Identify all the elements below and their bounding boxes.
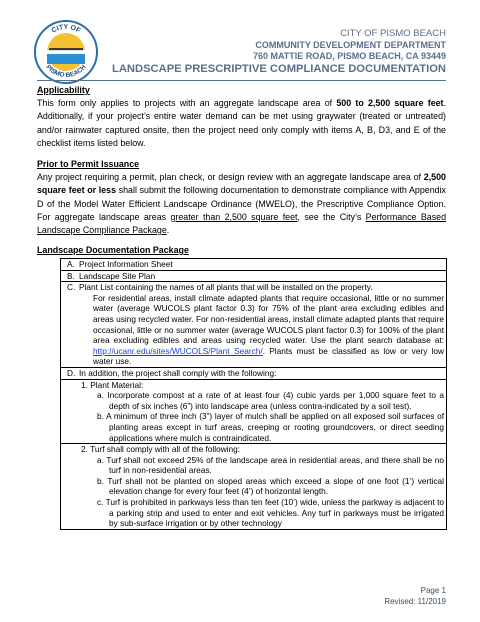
item-label: D. — [67, 367, 76, 378]
text-run: . — [166, 225, 170, 236]
underlined-text: greater than 2,500 square feet — [170, 211, 298, 222]
item-text: For residential areas, install climate adapted plants that require occasional, little or no summer water (average WUCOLS plant factor 0.3) for 75% of the plant area excluding edibles and areas using recycled water. For non-residential areas, install climate adapted plants that require occasional, little or no summer water (average WUCOLS plant factor 0.3) for 100% of the plant area excluding edibles and areas using recycled water. Use the plant search database at: — [93, 292, 444, 346]
item-label: A. — [67, 259, 75, 269]
item-label: B. — [67, 270, 75, 281]
item-text: b. Turf shall not be planted on sloped areas which exceed a slope of one foot (1’) vertical elevation change for every four feet (4’) of horizontal length. — [97, 475, 444, 497]
item-text: Landscape Site Plan — [79, 270, 156, 281]
item-text: Plant List containing the names of all plants that will be installed on the property. — [79, 282, 373, 293]
text-run: . Additionally, if your project’s entire water demand can be met using graywater (treated or untreated) and/or rainwater captured onsite, then the project need only comply with items A, B, D3, and E of the checklist items listed below. — [37, 98, 446, 148]
header-divider — [37, 80, 446, 81]
table-row — [61, 379, 447, 444]
text-run: shall submit the following documentation to demonstrate compliance with Appendix D of the Model Water Efficient Landscape Ordinance (MWELO), the Prescriptive Compliance Option. For aggregate landscape areas — [37, 185, 446, 222]
checklist-table — [60, 258, 447, 530]
applicability-heading: Applicability — [37, 85, 90, 95]
page-number: Page 1 — [420, 586, 446, 595]
prior-text — [37, 171, 446, 237]
document-title: LANDSCAPE PRESCRIPTIVE COMPLIANCE DOCUMENTATION — [112, 62, 446, 75]
table-row — [61, 259, 447, 271]
table-row — [61, 367, 447, 379]
item-text: In addition, the project shall comply with the following: — [79, 367, 277, 378]
bold-area: 500 to 2,500 square feet — [336, 98, 444, 109]
document-header — [112, 28, 446, 76]
table-row — [61, 270, 447, 282]
item-text: 2. Turf shall comply with all of the following: — [81, 444, 241, 455]
applicability-text — [37, 97, 446, 150]
city-seal-logo — [33, 19, 99, 85]
text-run: , see the City’s — [297, 211, 366, 222]
package-section — [37, 244, 446, 257]
bold-area: 2,500 square feet or less — [37, 172, 446, 196]
prior-heading: Prior to Permit Issuance — [37, 159, 140, 169]
table-row — [61, 282, 447, 368]
item-text: . Plants must be classified as low or very low water use. — [93, 345, 444, 367]
item-text: c. Turf is prohibited in parkways less than ten feet (10’) wide, unless the parkway is adjacent to a parking strip and used to enter and exit vehicles. Any turf in parkways must be irrigated by sub-surface irrigation or by other technology — [97, 497, 444, 529]
item-text: Project Information Sheet — [79, 259, 173, 269]
page-footer — [384, 585, 446, 607]
package-heading: Landscape Documentation Package — [37, 245, 189, 255]
applicability-section — [37, 84, 446, 150]
text-run: Any project requiring a permit, plan check, or design review with an aggregate landscape area of — [37, 172, 424, 183]
item-text: a. Incorporate compost at a rate of at least four (4) cubic yards per 1,000 square feet to a depth of six inches (6”) into landscape area (unless contra-indicated by a soil test). — [97, 390, 444, 411]
item-text: a. Turf shall not exceed 25% of the landscape area in residential areas, and there shall be no turf in non-residential areas. — [97, 454, 444, 476]
prior-section — [37, 158, 446, 237]
seal-top-text: CITY OF — [50, 23, 82, 35]
table-row — [61, 444, 447, 530]
item-text: b. A minimum of three inch (3”) layer of mulch shall be applied on all exposed soil surfaces of planting areas except in turf areas, creeping or rooting groundcovers, or direct seeding applications where mulch is contraindicated. — [97, 411, 444, 443]
revision-date: Revised: 11/2019 — [384, 597, 446, 606]
city-name: CITY OF PISMO BEACH — [340, 28, 446, 39]
department-name: COMMUNITY DEVELOPMENT DEPARTMENT — [255, 39, 446, 50]
seal-bottom-text: PISMO BEACH — [44, 63, 88, 80]
address: 760 MATTIE ROAD, PISMO BEACH, CA 93449 — [252, 51, 446, 61]
item-label: C. — [67, 282, 76, 293]
item-text: 1. Plant Material: — [81, 379, 144, 390]
wucols-link[interactable]: http://ucanr.edu/sites/WUCOLS/Plant_Search/ — [93, 345, 263, 356]
text-run: This form only applies to projects with an aggregate landscape area of — [37, 98, 337, 109]
performance-package-link[interactable]: Performance Based Landscape Compliance Package — [37, 211, 447, 236]
